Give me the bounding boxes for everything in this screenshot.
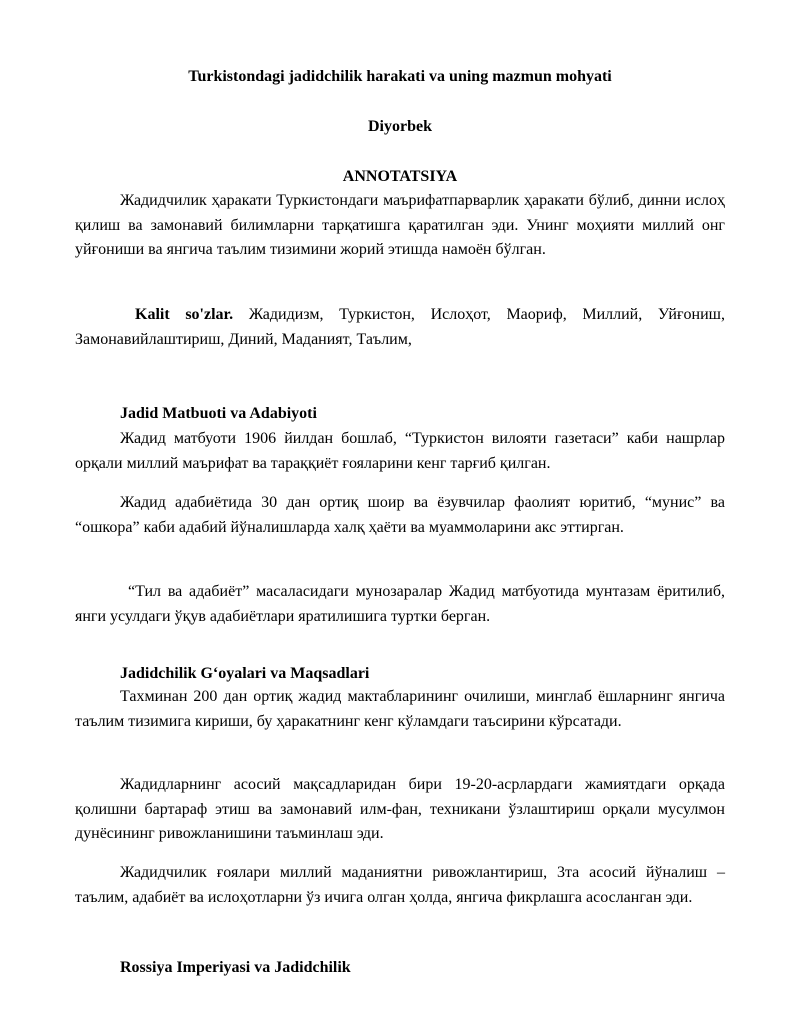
section-paragraph: Жадидларнинг асосий мақсадларидан бири 19-20-асрлардаги жамиятдаги орқада қолишни бартараф этиш ва замонавий илм-фан, техникани ўзлаштириш орқали мусулмон дунёсининг ривожланишини таъминлаш эди.: [75, 776, 725, 842]
keywords-paragraph: [75, 303, 725, 352]
section-paragraph: “Тил ва адабиёт” масаласидаги мунозаралар Жадид матбуотида мунтазам ёритилиб, янги усулдаги ўқув адабиётлари яратилишига туртки берган.: [75, 583, 725, 625]
section-paragraph: Жадидчилик ғоялари миллий маданиятни ривожлантириш, 3та асосий йўналиш – таълим, адабиёт ва ислоҳотларни ўз ичига олган ҳолда, янгича фикрлашга асосланган эди.: [75, 864, 725, 906]
section-paragraph: Тахминан 200 дан ортиқ жадид мактабларининг очилиши, минглаб ёшларнинг янгича таълим тизимига кириши, бу ҳаракатнинг кенг кўламдаги таъсирини кўрсатади.: [75, 688, 725, 730]
annotation-paragraph: Жадидчилик ҳаракати Туркистондаги маърифатпарварлик ҳаракати бўлиб, динни ислоҳ қилиш ва замонавий билимларни тарқатишга қаратилган эди. Унинг моҳияти миллий онг уйғониши ва янгича таълим тизимини жорий этишда намоён бўлган.: [75, 192, 725, 258]
keywords-label: Kalit so'zlar.: [135, 306, 234, 323]
author-name: Diyorbek: [368, 118, 432, 135]
annotation-heading: ANNOTATSIYA: [342, 168, 458, 185]
section-heading: Rossiya Imperiyasi va Jadidchilik: [120, 959, 351, 976]
section-paragraph: Жадид адабиётида 30 дан ортиқ шоир ва ёзувчилар фаолият юритиб, “мунис” ва “ошкора” каби адабий йўналишларда халқ ҳаёти ва муаммоларини акс эттирган.: [75, 494, 725, 536]
document-title: Turkistondagi jadidchilik harakati va uning mazmun mohyati: [188, 68, 612, 85]
section-heading: Jadidchilik Gʻoyalari va Maqsadlari: [120, 665, 370, 682]
keywords-list: Жадидизм, Туркистон, Ислоҳот, Маориф, Миллий, Уйғониш, Замонавийлаштириш, Диний, Маданият, Таълим,: [75, 306, 725, 348]
section-heading: Jadid Matbuoti va Adabiyoti: [120, 405, 317, 422]
section-paragraph: Жадид матбуоти 1906 йилдан бошлаб, “Туркистон вилояти газетаси” каби нашрлар орқали миллий маърифат ва тараққиёт ғояларини кенг тарғиб қилган.: [75, 430, 725, 472]
